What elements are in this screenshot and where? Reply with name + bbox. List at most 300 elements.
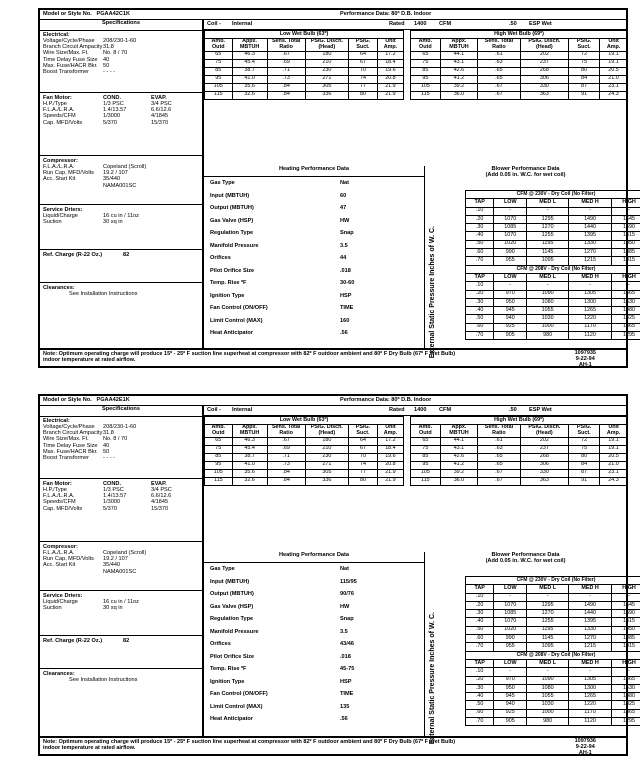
table-cell: 75 (569, 445, 600, 453)
spec-row: F.L.A./L.R.A. Copeland (Scroll) (43, 164, 147, 171)
table-cell: .65 (478, 461, 520, 469)
table-cell: 87 (569, 83, 600, 91)
table-cell: 19.1 (600, 59, 628, 67)
fan-motor-section (40, 480, 202, 542)
table-row: .30 1085 1270 1440 1590 (466, 610, 640, 618)
spec-row: Acc. Start Kit 35/440 (43, 176, 121, 183)
section-title: Service Driers: (43, 593, 83, 599)
heating-row: Gas Valve (HSP) HW (210, 217, 350, 224)
cfm-label: CFM (439, 21, 452, 27)
table-cell: 105 (205, 469, 233, 477)
table-cell: 24.3 (600, 477, 628, 485)
spec-row: Speeds/CFM 1/3000 4/1845 (43, 113, 169, 120)
column-header: Appx. MBTUH (232, 39, 267, 52)
spec-row: Voltage/Cycle/Phase 208/230-1-60 (43, 424, 137, 431)
table-row (411, 59, 628, 67)
section-title: Heating Performance Data (204, 166, 424, 177)
table-cell: 210 (305, 59, 348, 67)
table-cell: 271 (305, 75, 348, 83)
table-cell: 70 (349, 67, 378, 75)
table-cell: .67 (267, 51, 305, 59)
table-cell: .65 (478, 75, 520, 83)
table-row: .60 990 1145 1270 1385 (466, 249, 640, 257)
table-cell: 19.1 (600, 51, 628, 59)
column-header: PSIG. Suct. (349, 39, 378, 52)
section-subtitle: (Add 0.05 in. W.C. for wet coil) (485, 172, 566, 179)
sheet-header (40, 10, 626, 20)
specifications-column (40, 20, 204, 348)
spec-sheet-1 (38, 8, 636, 368)
table-cell: 45.4 (232, 445, 267, 453)
table-cell: 210 (305, 445, 348, 453)
column-header: Unit Amp. (600, 39, 628, 52)
table-cell: 24.3 (600, 91, 628, 99)
spec-row: Branch Circuit Ampacity 31.8 (43, 430, 114, 437)
table-row: .10 - - - - (466, 207, 640, 215)
table-row (411, 91, 628, 99)
table-cell: 237 (520, 445, 568, 453)
table-cell: 202 (520, 437, 568, 445)
rated-value: 1400 (414, 407, 427, 413)
table-cell: 45.4 (232, 59, 267, 67)
table-row (205, 461, 404, 469)
heating-row: Input (MBTUH) 60 (210, 192, 347, 199)
section-title: Service Driers: (43, 207, 83, 213)
section-subtitle: (Add 0.05 in. W.C. for wet coil) (485, 558, 566, 565)
table-row (411, 75, 628, 83)
fan-motor-section (40, 94, 202, 156)
table-row (411, 469, 628, 477)
column-header: TAP (466, 199, 494, 207)
table-cell: 268 (520, 453, 568, 461)
cfm-label: CFM (439, 407, 452, 413)
compressor-section (40, 157, 202, 205)
spec-row: Wire Size/Max. Ft. No. 8 / 70 (43, 50, 128, 57)
column-header: MED H (569, 273, 612, 281)
refrigerant-charge-section (40, 251, 202, 283)
table-cell: 44.1 (440, 51, 478, 59)
table-cell: 95 (411, 461, 441, 469)
low-wet-bulb-table (204, 30, 404, 100)
table-cell: 21.9 (377, 91, 403, 99)
clearances-section (40, 284, 202, 304)
spec-row: H.P./Type 1/3 PSC 3/4 PSC (43, 101, 172, 108)
heating-performance (204, 552, 425, 736)
table-cell: 91 (569, 91, 600, 99)
table-cell: 80 (569, 453, 600, 461)
table-cell: 21.9 (377, 477, 403, 485)
table-caption: CFM @ 230V - Dry Coil (No Filter) (466, 191, 640, 199)
table-row (411, 83, 628, 91)
table-row (205, 477, 404, 485)
column-header: EVAP. (151, 481, 167, 487)
table-cell: 39.2 (440, 469, 478, 477)
table-cell: .71 (267, 453, 305, 461)
performance-column (204, 406, 636, 745)
section-title: Clearances: (43, 285, 75, 291)
model-number: PGAA42E1K (96, 397, 130, 403)
heating-row: Manifold Pressure 3.5 (210, 628, 348, 635)
spec-row: Max. Fuse/HACR Bkr. 50 (43, 62, 110, 69)
table-caption: CFM @ 230V - Dry Coil (No Filter) (466, 577, 640, 585)
table-cell: 35.6 (232, 469, 267, 477)
table-cell: .73 (267, 75, 305, 83)
electrical-section (40, 31, 202, 93)
table-cell: 336 (305, 91, 348, 99)
table-row: .30 950 1080 1300 1530 (466, 684, 640, 692)
column-header: PSIG. Suct. (569, 425, 600, 438)
table-row: .40 1070 1255 1395 1515 (466, 232, 640, 240)
heating-row: Heat Anticipator .56 (210, 716, 348, 723)
table-cell: .84 (267, 91, 305, 99)
column-header: MED L (527, 585, 569, 593)
table-cell: 21.9 (377, 83, 403, 91)
document-code: 1097935 9-22-94 AH-1 (574, 350, 596, 368)
heating-row: Temp. Rise ºF 30-60 (210, 280, 355, 287)
spec-row: Acc. Start Kit 35/440 (43, 562, 121, 569)
table-cell: 75 (205, 59, 233, 67)
table-row: .70 955 1095 1215 1315 (466, 257, 640, 265)
column-header: MED L (527, 199, 569, 207)
table-cell: 105 (411, 83, 441, 91)
specifications-title: Specifications (40, 406, 202, 417)
spec-row: Cap. MFD/Volts 5/370 15/370 (43, 505, 169, 512)
column-header: HIGH (612, 273, 640, 281)
table-row: .70 905 980 1120 1295 (466, 718, 640, 726)
table-cell: 85 (411, 453, 441, 461)
heating-row: Pilot Orifice Size .018 (210, 653, 351, 660)
heating-row: Pilot Orifice Size .018 (210, 267, 351, 274)
table-cell: .67 (478, 91, 520, 99)
table-cell: 70 (349, 453, 378, 461)
table-row: .60 925 1000 1170 1365 (466, 709, 640, 717)
pressure-axis-label: External Static Pressure Inches of W. C. (429, 226, 436, 359)
table-cell: 336 (305, 477, 348, 485)
table-cell: 363 (520, 91, 568, 99)
table-row: .50 1020 1195 1330 1450 (466, 626, 640, 634)
table-cell: 65 (411, 51, 441, 59)
coil-label: Coil - (207, 21, 221, 27)
spec-row: Suction 30 sq in (43, 605, 123, 612)
column-header: TAP (466, 659, 494, 667)
refrigerant-charge-section (40, 637, 202, 669)
charge-value: 82 (123, 252, 130, 258)
table-row (205, 445, 404, 453)
spec-row: Run Cap. MFD/Volts 19.2 / 107 (43, 170, 128, 177)
table-cell: 115 (205, 91, 233, 99)
column-header: TAP (466, 585, 494, 593)
spec-row: Boost Transformer - - - - (43, 68, 116, 75)
table-row: .60 925 1000 1170 1365 (466, 323, 640, 331)
clearances-text: See Installation Instructions (69, 677, 138, 684)
table-cell: 20.5 (600, 67, 628, 75)
blower-table (465, 576, 640, 726)
table-cell: 20.5 (600, 453, 628, 461)
table-cell: .65 (478, 453, 520, 461)
heating-row: Output (MBTUH) 47 (210, 205, 347, 212)
table-row: .40 945 1055 1265 1480 (466, 693, 640, 701)
table-cell: .61 (478, 437, 520, 445)
table-cell: 46.3 (232, 51, 267, 59)
service-driers-section (40, 206, 202, 250)
table-cell: 180 (305, 51, 348, 59)
specifications-title: Specifications (40, 20, 202, 31)
table-cell: 19.6 (377, 67, 403, 75)
heating-row: Ignition Type HSP (210, 678, 352, 685)
table-cell: .69 (267, 445, 305, 453)
table-cell: 80 (349, 91, 378, 99)
column-header: PSIG. Suct. (349, 425, 378, 438)
spec-row: Branch Circuit Ampacity 31.8 (43, 44, 114, 51)
table-row: .40 945 1055 1265 1480 (466, 307, 640, 315)
spec-row: Voltage/Cycle/Phase 208/230-1-60 (43, 38, 137, 45)
model-label: Model or Style No. (43, 397, 92, 403)
table-row (411, 51, 628, 59)
table-cell: 42.6 (440, 67, 478, 75)
spec-row: Cap. MFD/Volts 5/370 15/370 (43, 119, 169, 126)
table-cell: 80 (349, 477, 378, 485)
table-row (205, 75, 404, 83)
table-row (411, 453, 628, 461)
table-cell: 42.6 (440, 453, 478, 461)
table-cell: 41.2 (440, 461, 478, 469)
table-cell: 230 (305, 67, 348, 75)
table-cell: .65 (478, 67, 520, 75)
column-header: LOW (494, 659, 527, 667)
table-cell: 18.4 (377, 445, 403, 453)
table-cell: .69 (267, 59, 305, 67)
coil-label: Coil - (207, 407, 221, 413)
table-cell: 115 (411, 91, 441, 99)
table-cell: .84 (267, 477, 305, 485)
table-cell: .67 (478, 83, 520, 91)
table-cell: .67 (267, 437, 305, 445)
column-header: Unit Amp. (600, 425, 628, 438)
table-cell: 44.1 (440, 437, 478, 445)
spec-row: Time Delay Fuse Size 40 (43, 442, 110, 449)
heating-row: Manifold Pressure 3.5 (210, 242, 348, 249)
column-header: TAP (466, 273, 494, 281)
table-cell: 32.6 (232, 91, 267, 99)
table-cell: 32.6 (232, 477, 267, 485)
table-cell: 75 (411, 445, 441, 453)
table-cell: 305 (305, 83, 348, 91)
table-cell: 41.0 (232, 75, 267, 83)
note-text: Note: Optimum operating charge will produce 15º - 25º F suction line superheat at compressor with 82º F outdoor ambient and 80º F Dry Bulb (67º F Wet Bulb) indoor temperature at rated airflow. (40, 736, 626, 754)
heating-row: Fan Control (ON/OFF) TIME (210, 691, 354, 698)
coil-rating-bar (204, 406, 626, 416)
table-cell: .71 (267, 67, 305, 75)
esp-label: ESP Wet (529, 21, 552, 27)
table-title: Low Wet Bulb (63º) (205, 417, 404, 425)
column-header: Appx. MBTUH (440, 425, 478, 438)
table-caption: CFM @ 208V - Dry Coil (No Filter) (466, 265, 640, 273)
column-header: EVAP. (151, 95, 167, 101)
table-row (205, 437, 404, 445)
heating-row: Regulation Type Snap (210, 616, 354, 623)
table-cell: 21.0 (600, 75, 628, 83)
table-cell: 115 (205, 477, 233, 485)
table-row (205, 59, 404, 67)
table-cell: .84 (267, 83, 305, 91)
column-header: Unit Amp. (377, 425, 403, 438)
table-row: .10 - - - - (466, 593, 640, 601)
table-row: .20 1070 1295 1490 1645 (466, 215, 640, 223)
heating-row: Input (MBTUH) 115/95 (210, 578, 357, 585)
table-cell: 65 (205, 51, 233, 59)
table-cell: 65 (411, 437, 441, 445)
table-cell: 202 (520, 51, 568, 59)
compressor-section (40, 543, 202, 591)
column-header: COND. (103, 95, 122, 101)
table-cell: 17.2 (377, 51, 403, 59)
table-cell: 20.8 (377, 461, 403, 469)
coil-value: Internal (232, 407, 253, 413)
table-cell: 23.1 (600, 469, 628, 477)
table-cell: 18.4 (377, 59, 403, 67)
table-title: High Wet Bulb (69º) (411, 417, 628, 425)
table-cell: 67 (349, 445, 378, 453)
table-row (205, 469, 404, 477)
table-cell: 36.0 (440, 477, 478, 485)
column-header: Sens. Total Ratio (267, 425, 305, 438)
table-cell: 41.2 (440, 75, 478, 83)
table-row: .20 970 1090 1305 1565 (466, 290, 640, 298)
column-header: MED L (527, 659, 569, 667)
spec-sheet-2 (38, 394, 636, 756)
table-cell: 46.3 (232, 437, 267, 445)
column-header: PSIG. Disch. (Head) (305, 425, 348, 438)
table-row (205, 51, 404, 59)
spec-row: Liquid/Charge 16 cu in / 11oz (43, 213, 139, 220)
section-title: Fan Motor: (43, 95, 72, 101)
charge-value: 82 (123, 638, 130, 644)
table-row: .10 - - - - (466, 668, 640, 676)
section-title: Compressor: (43, 158, 78, 164)
table-cell: 95 (411, 75, 441, 83)
spec-row: Liquid/Charge 16 cu in / 11oz (43, 599, 139, 606)
performance-title: Performance Data: 80º D.B. Indoor (340, 11, 432, 17)
table-row (411, 461, 628, 469)
table-cell: 306 (520, 75, 568, 83)
column-header: HIGH (612, 585, 640, 593)
rated-label: Rated (389, 407, 405, 413)
spec-row: H.P./Type 1/3 PSC 3/4 PSC (43, 487, 172, 494)
esp-value: .50 (509, 407, 517, 413)
charge-label: Ref. Charge (R-22 Oz.) (43, 252, 103, 258)
table-cell: 87 (569, 469, 600, 477)
table-cell: 84 (569, 461, 600, 469)
table-row (205, 83, 404, 91)
table-cell: 21.0 (600, 461, 628, 469)
table-row: .30 950 1080 1300 1530 (466, 298, 640, 306)
table-cell: 19.1 (600, 437, 628, 445)
column-header: MED L (527, 273, 569, 281)
table-row (411, 477, 628, 485)
heating-row: Output (MBTUH) 90/76 (210, 591, 354, 598)
table-cell: 19.1 (600, 445, 628, 453)
spec-row: F.L.A./L.R.A. 1.4/13.57 6.6/12.6 (43, 493, 172, 500)
heating-performance (204, 166, 425, 348)
column-header: Amb. Outd (411, 425, 441, 438)
spec-row: F.L.A./L.R.A. Copeland (Scroll) (43, 550, 147, 557)
heating-row: Orifices 43/46 (210, 641, 354, 648)
table-cell: 77 (349, 469, 378, 477)
section-title: Compressor: (43, 544, 78, 550)
table-cell: 230 (305, 453, 348, 461)
spec-row: F.L.A./L.R.A. 1.4/13.57 6.6/12.6 (43, 107, 172, 114)
spec-row: NAMA001SC (103, 568, 137, 575)
table-cell: 35.6 (232, 83, 267, 91)
table-row: .20 1070 1295 1490 1645 (466, 601, 640, 609)
table-cell: 17.2 (377, 437, 403, 445)
section-title: Clearances: (43, 671, 75, 677)
table-cell: .73 (267, 461, 305, 469)
table-cell: 75 (569, 59, 600, 67)
table-cell: 85 (205, 453, 233, 461)
spec-row: Run Cap. MFD/Volts 19.2 / 107 (43, 556, 128, 563)
model-number: PGAA42C1K (96, 11, 131, 17)
performance-title: Performance Data: 80º D.B. Indoor (340, 397, 432, 403)
table-row: .10 - - - - (466, 282, 640, 290)
table-cell: 74 (349, 461, 378, 469)
column-header: HIGH (612, 199, 640, 207)
table-row (205, 91, 404, 99)
column-header: MED H (569, 199, 612, 207)
section-title: Heating Performance Data (204, 552, 424, 563)
esp-label: ESP Wet (529, 407, 552, 413)
table-cell: 271 (305, 461, 348, 469)
heating-row: Gas Type Nat (210, 180, 350, 187)
spec-row: Max. Fuse/HACR Bkr. 50 (43, 448, 110, 455)
table-cell: 80 (569, 67, 600, 75)
heating-row: Gas Type Nat (210, 566, 350, 573)
spec-row: NAMA001SC (103, 182, 137, 189)
table-cell: 67 (349, 59, 378, 67)
section-title: Blower Performance Data (491, 552, 560, 558)
column-header: COND. (103, 481, 122, 487)
table-cell: 36.0 (440, 91, 478, 99)
table-cell: 115 (411, 477, 441, 485)
table-cell: .63 (478, 445, 520, 453)
table-cell: 105 (205, 83, 233, 91)
table-cell: 23.1 (600, 83, 628, 91)
table-row (205, 453, 404, 461)
table-row: .60 990 1145 1270 1385 (466, 635, 640, 643)
table-row: .70 955 1095 1215 1315 (466, 643, 640, 651)
heating-row: Heat Anticipator .56 (210, 330, 348, 337)
table-row: .50 1020 1195 1330 1450 (466, 240, 640, 248)
table-cell: 306 (520, 461, 568, 469)
heating-row: Temp. Rise ºF 45-75 (210, 666, 355, 673)
table-cell: 20.8 (377, 75, 403, 83)
section-title: Fan Motor: (43, 481, 72, 487)
table-row (205, 67, 404, 75)
high-wet-bulb-table (410, 416, 628, 486)
table-cell: .61 (478, 51, 520, 59)
column-header: LOW (494, 585, 527, 593)
rated-label: Rated (389, 21, 405, 27)
charge-label: Ref. Charge (R-22 Oz.) (43, 638, 103, 644)
table-cell: 39.2 (440, 83, 478, 91)
column-header: Amb. Outd (411, 39, 441, 52)
column-header: LOW (494, 199, 527, 207)
table-title: Low Wet Bulb (63º) (205, 31, 404, 39)
column-header: PSIG. Disch. (Head) (305, 39, 348, 52)
column-header: Sens. Total Ratio (478, 425, 520, 438)
table-cell: 74 (349, 75, 378, 83)
heating-row: Regulation Type Snap (210, 230, 354, 237)
